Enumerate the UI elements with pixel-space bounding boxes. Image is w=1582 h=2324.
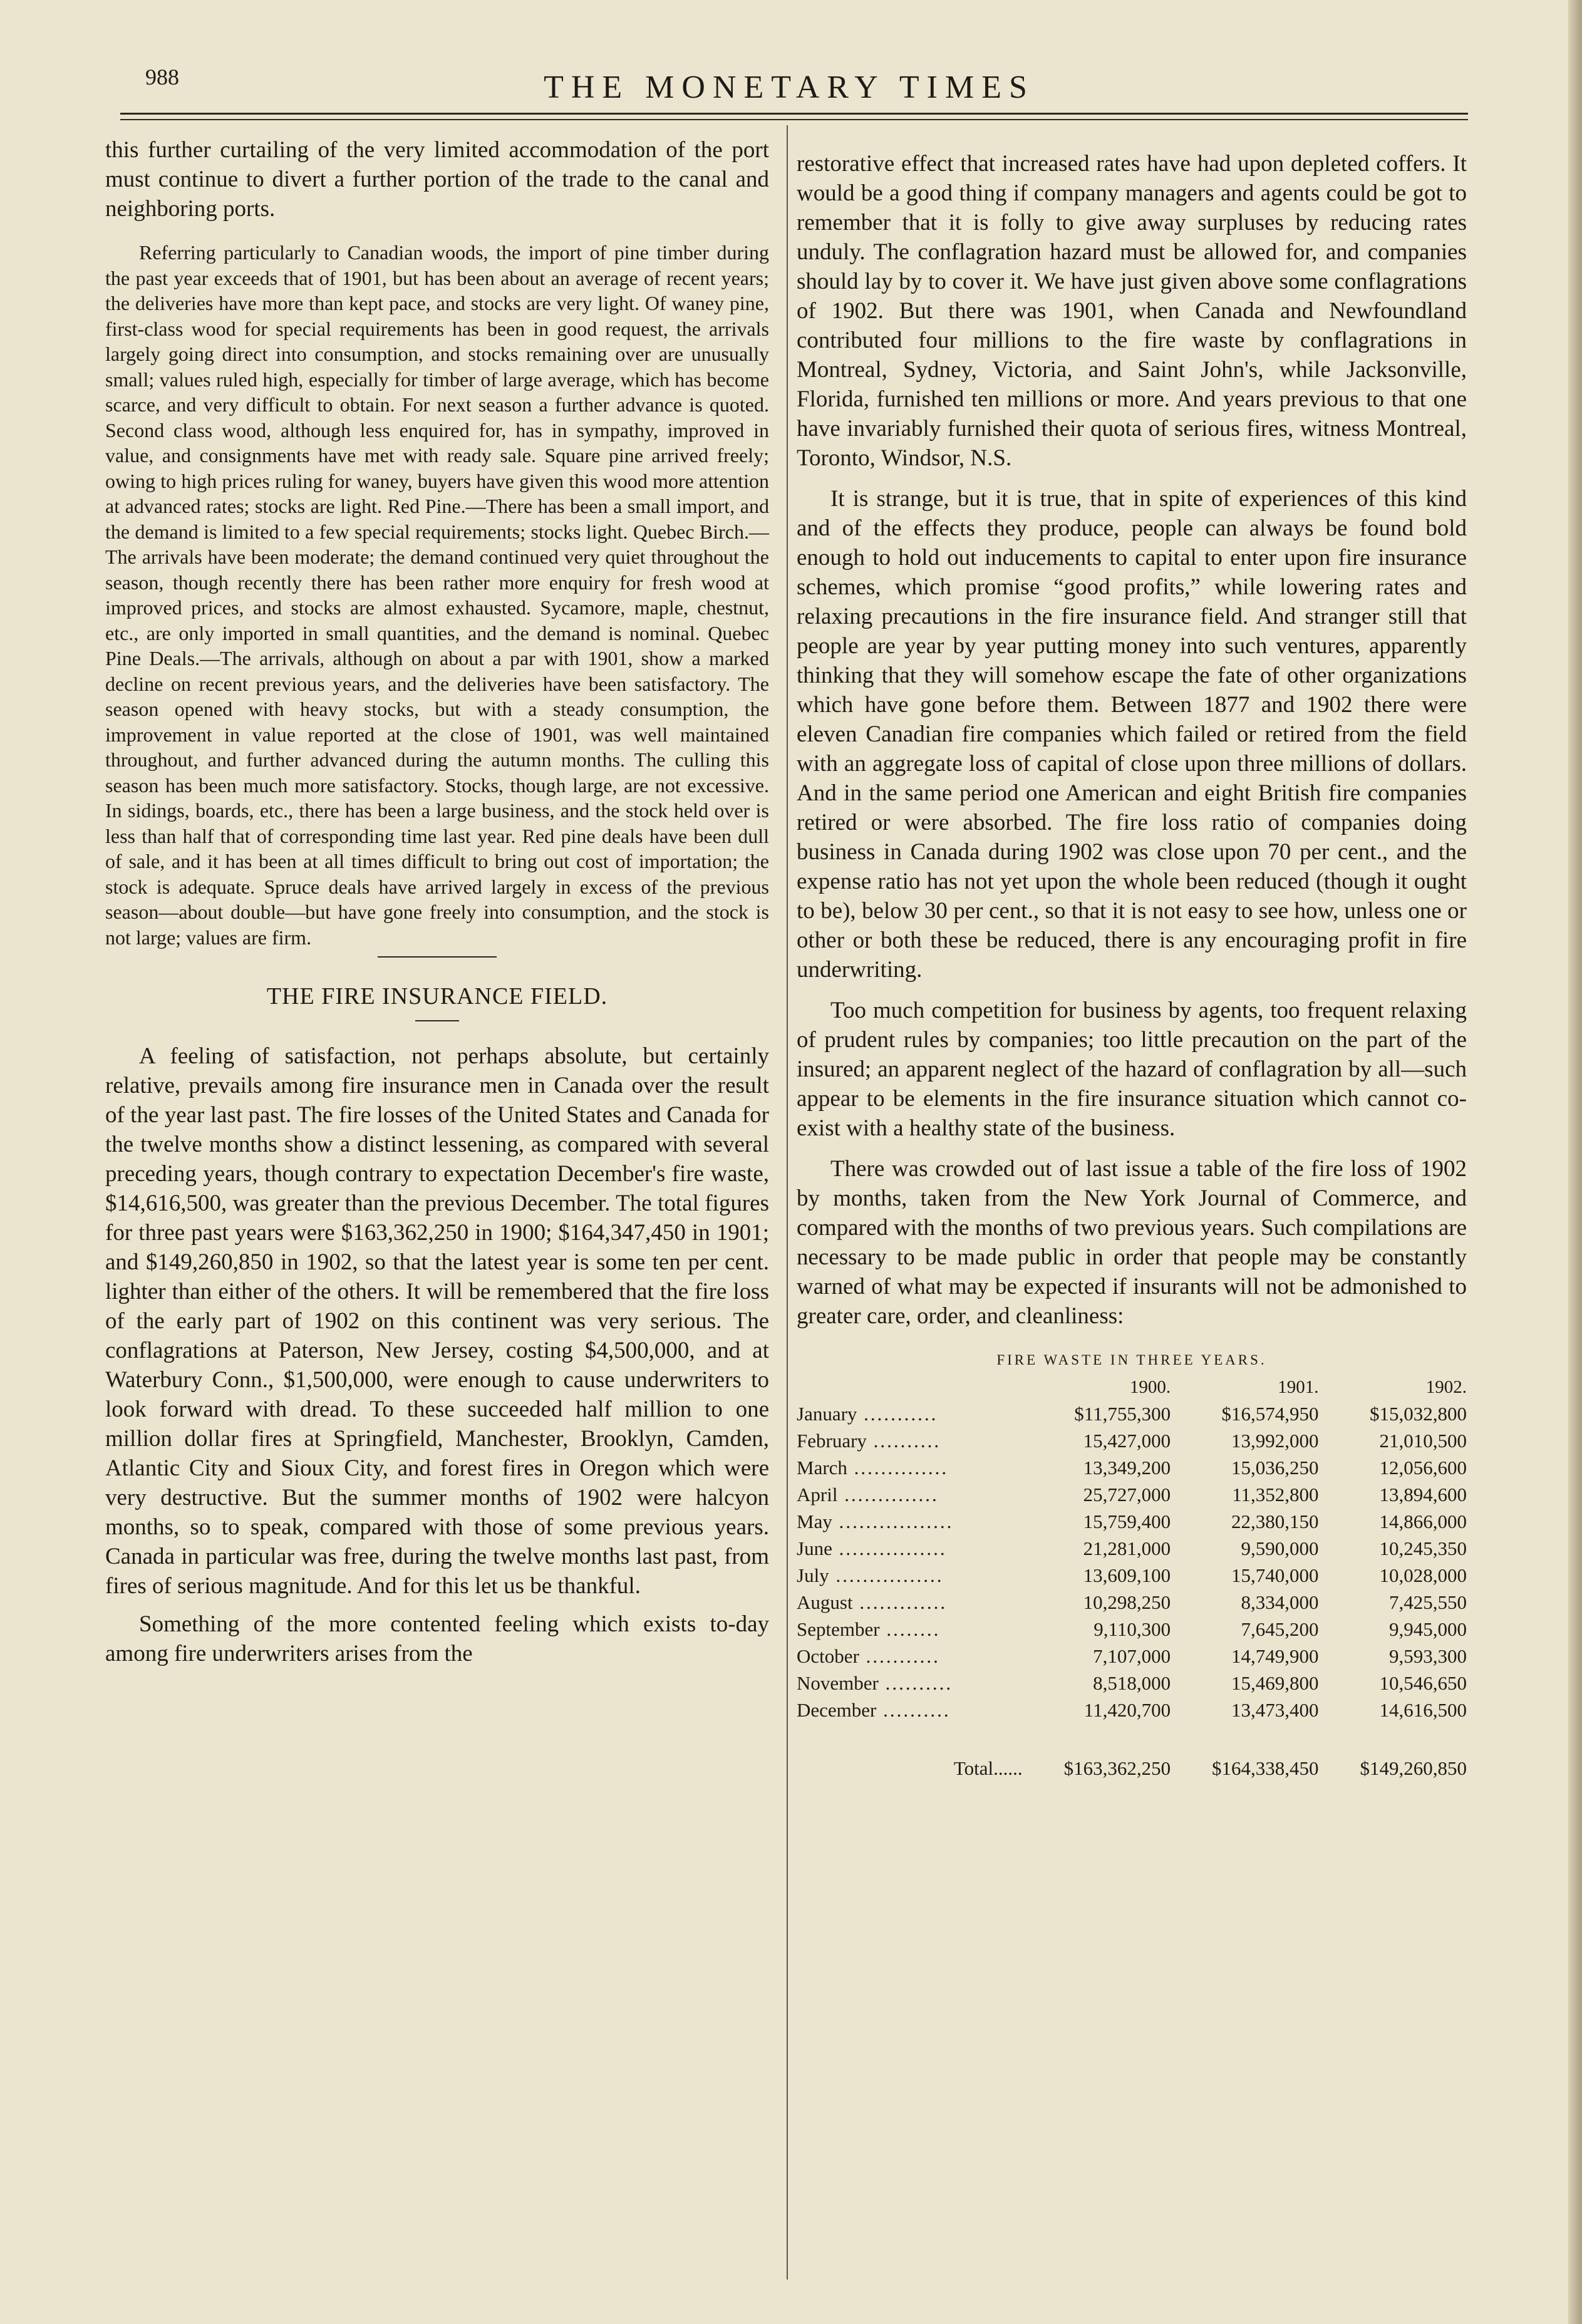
- leader-dots: ..........: [876, 1699, 951, 1721]
- value-cell-1901: 13,992,000: [1231, 1430, 1319, 1452]
- value-cell-1902: 14,616,500: [1379, 1699, 1467, 1721]
- total-value-1902: $149,260,850: [1360, 1757, 1467, 1779]
- month-label: November: [797, 1672, 879, 1694]
- leader-dots: .................: [832, 1511, 954, 1532]
- table-row: [797, 1562, 1467, 1589]
- value-cell-1902: 10,245,350: [1379, 1537, 1467, 1559]
- table-row: [797, 1508, 1467, 1535]
- month-label: October: [797, 1645, 859, 1667]
- value-cell-1902: 9,945,000: [1389, 1618, 1467, 1640]
- month-label: March: [797, 1457, 847, 1479]
- month-cell: [797, 1697, 1023, 1723]
- column-divider: [787, 125, 788, 2280]
- value-cell-1901: $16,574,950: [1221, 1403, 1319, 1425]
- leader-dots: ........: [879, 1618, 941, 1640]
- paragraph-canadian-woods: Referring particularly to Canadian woods, the import of pine timber during the past year exceeds that of 1901, but has been about an average of recent years; the deliveries have more than kept pace, and stocks are very light. Of waney pine, first-class wood for special requirements has been in good request, the arrivals largely going direct into consumption, and stocks remaining over are unusually small; values ruled high, especially for timber of large average, which has become scarce, and very difficult to obtain. For next season a further advance is quoted. Second class wood, although less enquired for, has in sympathy, improved in value, and consignments have met with ready sale. Square pine arrived freely; owing to high prices ruling for waney, buyers have given this wood more attention at advanced rates; stocks are light. Red Pine.—There has been a small import, and the demand is limited to a few special requirements; stocks light. Quebec Birch.—The arrivals have been moderate; the demand continued very quiet throughout the season, though recently there has been rather more enquiry for fresh wood at improved prices, and stocks are almost exhausted. Sycamore, maple, chestnut, etc., are only imported in small quantities, and the demand is nominal. Quebec Pine Deals.—The arrivals, although on about a par with 1901, show a marked decline on recent previous years, and the deliveries have been satisfactory. The season opened with heavy stocks, but with a steady consumption, the improvement in value reported at the close of 1901, was well maintained throughout, and further advanced during the autumn months. The culling this season has been much more satisfactory. Stocks, though large, are not excessive. In sidings, boards, etc., there has been a large business, and the stock held over is less than half that of corresponding time last year. Red pine deals have been dull of sale, and it has been at all times difficult to bring out cost of importation; the stock is adequate. Spruce deals have arrived largely in excess of the previous season—about double—but have gone freely into consumption, and the stock is not large; values are firm.: [105, 241, 769, 949]
- month-label: January: [797, 1403, 857, 1425]
- column-header-1902: 1902.: [1425, 1377, 1467, 1397]
- fire-waste-table: [797, 1377, 1467, 1782]
- table-row: [797, 1481, 1467, 1508]
- month-cell: [797, 1481, 1023, 1508]
- value-cell-1900: 21,281,000: [1083, 1537, 1171, 1559]
- paragraph-table-intro: There was crowded out of last issue a table of the fire loss of 1902 by months, taken from the New York Journal of Commerce, and compared with the months of two previous years. Such compilations are necessary to be made public in order that people may be constantly warned of what may be expected if insurants will not be admonished to greater care, order, and cleanliness:: [797, 1156, 1467, 1329]
- column-header-1901: 1901.: [1278, 1377, 1319, 1397]
- month-label: May: [797, 1511, 832, 1532]
- leader-dots: ..............: [847, 1457, 949, 1479]
- month-label: July: [797, 1564, 829, 1586]
- month-cell: [797, 1508, 1023, 1535]
- table-header-row: [797, 1377, 1467, 1400]
- total-cell: [797, 1723, 1023, 1782]
- leader-dots: ..........: [878, 1672, 953, 1694]
- month-label: August: [797, 1591, 853, 1613]
- month-label: June: [797, 1537, 832, 1559]
- leader-dots: ................: [829, 1564, 944, 1586]
- table-row: [797, 1616, 1467, 1643]
- table-row: [797, 1589, 1467, 1616]
- value-cell-1901: 11,352,800: [1232, 1484, 1319, 1505]
- value-cell-1902: 12,056,600: [1379, 1457, 1467, 1479]
- section-heading: THE FIRE INSURANCE FIELD.: [266, 983, 608, 1010]
- value-cell-1900: 13,609,100: [1083, 1564, 1171, 1586]
- value-cell-1901: 7,645,200: [1241, 1618, 1319, 1640]
- value-cell-1900: 25,727,000: [1083, 1484, 1171, 1505]
- value-cell-1902: 7,425,550: [1389, 1591, 1467, 1613]
- value-cell-1901: 13,473,400: [1231, 1699, 1319, 1721]
- month-label: September: [797, 1618, 880, 1640]
- month-cell: [797, 1616, 1023, 1643]
- value-cell-1902: 21,010,500: [1379, 1430, 1467, 1452]
- table-row: [797, 1535, 1467, 1562]
- value-cell-1901: 15,469,800: [1231, 1672, 1319, 1694]
- month-cell: [797, 1562, 1023, 1589]
- value-cell-1902: 10,546,650: [1379, 1672, 1467, 1694]
- value-cell-1900: 10,298,250: [1083, 1591, 1171, 1613]
- leader-dots: ...........: [859, 1645, 940, 1667]
- page-number: 988: [145, 65, 179, 90]
- value-cell-1900: $11,755,300: [1074, 1403, 1171, 1425]
- value-cell-1900: 15,759,400: [1083, 1511, 1171, 1532]
- total-value-1900: $163,362,250: [1063, 1757, 1171, 1779]
- month-cell: [797, 1643, 1023, 1670]
- header-rule-top: [120, 113, 1468, 115]
- heading-underline: [415, 1020, 459, 1021]
- leader-dots: ..........: [866, 1430, 941, 1452]
- leader-dots: ................: [832, 1537, 947, 1559]
- column-header-1900: 1900.: [1129, 1377, 1171, 1397]
- section-divider: [378, 956, 497, 958]
- value-cell-1902: 13,894,600: [1379, 1484, 1467, 1505]
- value-cell-1902: $15,032,800: [1370, 1403, 1467, 1425]
- right-column: [797, 149, 1467, 1782]
- leader-dots: ...........: [857, 1403, 938, 1425]
- value-cell-1902: 10,028,000: [1379, 1564, 1467, 1586]
- total-label: Total: [953, 1757, 994, 1779]
- month-label: December: [797, 1699, 877, 1721]
- total-value-1901: $164,338,450: [1212, 1757, 1319, 1779]
- value-cell-1900: 15,427,000: [1083, 1430, 1171, 1452]
- value-cell-1900: 8,518,000: [1093, 1672, 1171, 1694]
- leader-dots: .............: [852, 1591, 948, 1613]
- value-cell-1902: 9,593,300: [1389, 1645, 1467, 1667]
- month-cell: [797, 1670, 1023, 1697]
- month-cell: [797, 1454, 1023, 1481]
- table-row: [797, 1697, 1467, 1723]
- month-label: February: [797, 1430, 867, 1452]
- value-cell-1901: 22,380,150: [1231, 1511, 1319, 1532]
- value-cell-1900: 13,349,200: [1083, 1457, 1171, 1479]
- table-row: [797, 1670, 1467, 1697]
- paragraph-strange-but-true: It is strange, but it is true, that in spite of experiences of this kind and of the effects they produce, people can always be found bold enough to hold out inducements to capital to enter upon fire insurance schemes, which promise “good profits,” while lowering rates and relaxing precautions in the fire insurance field. And stranger still that people are year by year putting money into such ventures, apparently thinking that they will somehow escape the fate of other organizations which have gone before them. Between 1877 and 1902 there were eleven Canadian fire companies which failed or retired from the field with an aggregate loss of capital of close upon three millions of dollars. And in the same period one American and eight British fire companies retired or were absorbed. The fire loss ratio of companies doing business in Canada during 1902 was close upon 70 per cent., and the expense ratio has not yet upon the whole been reduced (though it ought to be), below 30 per cent., so that it is not easy to see how, unless one or other or both these be reduced, there is any encouraging profit in fire underwriting.: [797, 486, 1467, 983]
- paragraph-restorative-effect: restorative effect that increased rates have had upon depleted coffers. It would be a good thing if company managers and agents could be got to remember that it is folly to give away surpluses by reducing rates unduly. The conflagration hazard must be allowed for, and companies should lay by to cover it. We have just given above some conflagrations of 1902. But there was 1901, when Canada and Newfoundland contributed four millions to the fire waste by conflagrations in Montreal, Sydney, Victoria, and Saint John's, while Jacksonville, Florida, furnished ten millions or more. And years previous to that one have invariably furnished their quota of serious fires, witness Montreal, Toronto, Windsor, N.S.: [797, 151, 1467, 471]
- value-cell-1900: 11,420,700: [1083, 1699, 1171, 1721]
- masthead-title: THE MONETARY TIMES: [544, 70, 1035, 105]
- page-edge: [1568, 0, 1582, 2324]
- table-row: [797, 1427, 1467, 1454]
- month-cell: [797, 1400, 1023, 1427]
- table-total-row: [797, 1723, 1467, 1782]
- table-row: [797, 1400, 1467, 1427]
- value-cell-1900: 7,107,000: [1093, 1645, 1171, 1667]
- paragraph-port-accommodation: this further curtailing of the very limited accommodation of the port must continue to divert a further portion of the trade to the canal and neighboring ports.: [105, 137, 769, 222]
- left-column: [105, 135, 769, 1668]
- month-cell: [797, 1535, 1023, 1562]
- table-body: [797, 1400, 1467, 1782]
- paragraph-competition: Too much competition for business by agents, too frequent relaxing of prudent rules by companies; too little precaution on the part of the insured; an apparent neglect of the hazard of conflagration by all—such appear to be elements in the fire insurance situation which cannot co-exist with a healthy state of the business.: [797, 998, 1467, 1141]
- leader-dots: ......: [993, 1757, 1023, 1779]
- leader-dots: ..............: [837, 1484, 939, 1505]
- value-cell-1901: 9,590,000: [1241, 1537, 1319, 1559]
- table-caption: FIRE WASTE IN THREE YEARS.: [996, 1352, 1267, 1368]
- month-cell: [797, 1589, 1023, 1616]
- value-cell-1902: 14,866,000: [1379, 1511, 1467, 1532]
- value-cell-1901: 15,740,000: [1231, 1564, 1319, 1586]
- value-cell-1901: 15,036,250: [1231, 1457, 1319, 1479]
- table-row: [797, 1643, 1467, 1670]
- page-header: [0, 0, 1582, 119]
- month-cell: [797, 1427, 1023, 1454]
- value-cell-1900: 9,110,300: [1093, 1618, 1171, 1640]
- value-cell-1901: 14,749,900: [1231, 1645, 1319, 1667]
- paragraph-fire-insurance-intro: A feeling of satisfaction, not perhaps absolute, but certainly relative, prevails among fire insurance men in Canada over the result of the year last past. The fire losses of the United States and Canada for the twelve months show a distinct lessening, as compared with several preceding years, though contrary to expectation December's fire waste, $14,616,500, was greater than the previous December. The total figures for three past years were $163,362,250 in 1900; $164,347,450 in 1901; and $149,260,850 in 1902, so that the latest year is some ten per cent. lighter than either of the others. It will be remembered that the fire loss of the early part of 1902 on this continent was very serious. The conflagrations at Paterson, New Jersey, costing $4,500,000, and at Waterbury Conn., $1,500,000, were enough to cause underwriters to look forward with dread. To these succeeded half million to one million dollar fires at Springfield, Manchester, Brooklyn, Camden, Atlantic City and Sioux City, and forest fires in Oregon which were very destructive. But the summer months of 1902 were halcyon months, so to speak, compared with those of some previous years. Canada in particular was free, during the twelve months last past, from fires of serious magnitude. And for this let us be thankful.: [105, 1043, 769, 1599]
- month-label: April: [797, 1484, 838, 1505]
- paragraph-contented-feeling: Something of the more contented feeling which exists to-day among fire underwriters arises from the: [105, 1611, 769, 1666]
- header-rule-bottom: [120, 119, 1468, 120]
- value-cell-1901: 8,334,000: [1241, 1591, 1319, 1613]
- table-row: [797, 1454, 1467, 1481]
